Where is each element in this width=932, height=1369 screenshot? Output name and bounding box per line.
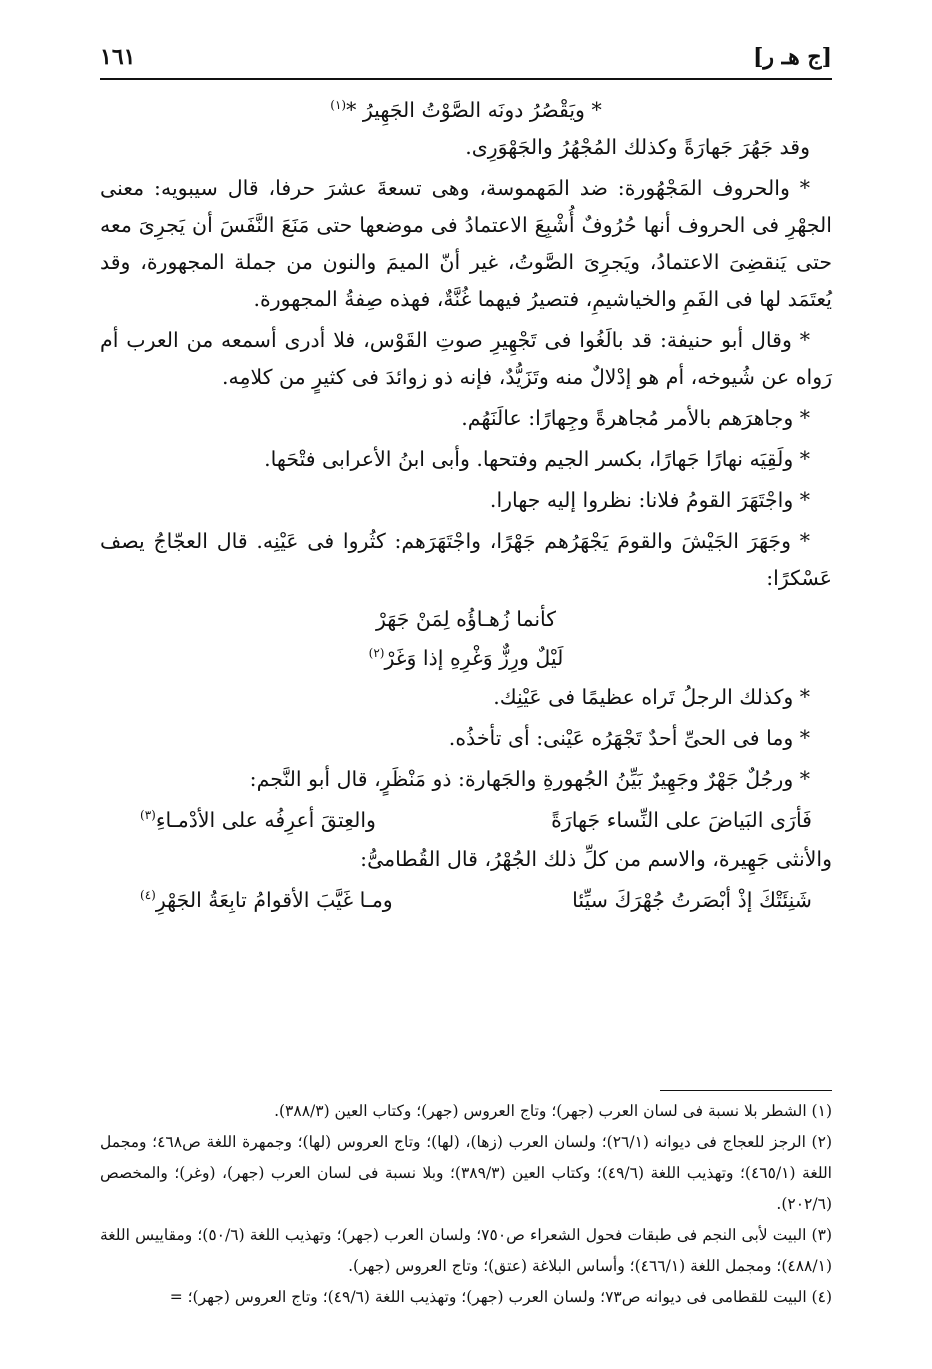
verse-second-hemistich-text: ومـا غَيَّبَ الأقوامُ تابِعَةُ الجَهْرِ: [155, 888, 393, 912]
footnote-ref-4: (٤): [140, 888, 156, 903]
footnotes: [100, 1096, 832, 1313]
verse-first-hemistich: فَأرَى البَياضَ على النِّساء جَهارَةً: [551, 808, 812, 832]
footnote-ref-3: (٣): [140, 808, 156, 823]
paragraph: * وجَهَرَ الجَيْشَ والقومَ يَجْهَرُهم جَهْرًا، واجْتَهَرَهم: كثُروا فى عَيْنِه. قال العجّاجُ يصف عَسْكرًا:: [100, 529, 832, 590]
header-root-word: [ج هـ ر]: [752, 44, 832, 70]
paragraph: * وقال أبو حنيفة: قد بالَغُوا فى تَجْهِيرِ صوتِ القَوْس، فلا أدرى أسمعه من العرب أم رَواه عن شُيوخه، أم هو إدْلالٌ منه وتَزَيُّدٌ، فإنه ذو زوائدَ فى كثيرٍ من كلامِه.: [100, 328, 832, 389]
paragraph: وقد جَهُرَ جَهارَةً وكذلك المُجْهُرُ والجَهْوَرِى.: [465, 135, 810, 159]
page-number: ١٦١: [100, 44, 136, 70]
footnote: (١) الشطر بلا نسبة فى لسان العرب (جهر)؛ وتاج العروس (جهر)؛ وكتاب العين (٣٨٨/٣).: [274, 1102, 832, 1120]
paragraph: * وجاهرَهم بالأمر مُجاهرةً وجِهارًا: عالَنَهُم.: [461, 406, 810, 430]
poem-verse: [140, 802, 812, 839]
rajaz-verse-text: لَيْلٌ ورِزٌّ وَغْرِهِ إذا وَغَرْ: [384, 646, 564, 670]
paragraph: والأنثى جَهِيرة، والاسم من كلِّ ذلك الجُهْرُ، قال القُطامىُّ:: [360, 847, 832, 871]
paragraph: * وكذلك الرجلُ تَراه عظيمًا فى عَيْنِك.: [493, 685, 810, 709]
verse-first-hemistich: شَنِئَتْكَ إذْ أبْصَرتُ جُهْرَكَ سيِّئا: [572, 888, 812, 912]
page-header: [100, 40, 832, 80]
rajaz-verse-line: [100, 640, 832, 677]
rajaz-verse-line: كأنما زُهـاؤُه لِمَنْ جَهَرْ: [375, 607, 557, 631]
header-rule: [100, 78, 832, 80]
verse-second-hemistich: [140, 882, 393, 919]
footnote-separator: [660, 1090, 832, 1091]
paragraph: * ورجُلٌ جَهْرٌ وجَهِيرٌ بَيِّنُ الجُهورةِ والجَهارة: ذو مَنْظَرٍ، قال أبو النَّجم:: [249, 767, 810, 791]
verse-second-hemistich-text: والعِتقَ أعرِفُه على الأدْمـاءِ: [155, 808, 376, 832]
paragraph: * ولَقِيَه نهارًا جَهارًا، بكسر الجيم وفتحها. وأبى ابنُ الأعرابى فتْحَها.: [264, 447, 810, 471]
opening-verse: [100, 92, 832, 129]
opening-verse-text: * ويَقْصُرُ دونَه الصَّوْتُ الجَهِيرُ *: [346, 98, 602, 122]
footnote: (٤) البيت للقطامى فى ديوانه ص٧٣؛ ولسان العرب (جهر)؛ وتهذيب اللغة (٤٩/٦)؛ وتاج العروس (جهر)؛ =: [169, 1288, 832, 1306]
poem-verse: [140, 882, 812, 919]
footnote: (٢) الرجز للعجاج فى ديوانه (٢٦/١)؛ ولسان العرب (زها)، (لها)؛ وتاج العروس (لها)؛ وجمهرة اللغة ص٤٦٨؛ ومجمل اللغة (٤٦٥/١)؛ وتهذيب اللغة (٤٩/٦)؛ وكتاب العين (٣٨٩/٣)؛ وبلا نسبة فى لسان العرب (جهر)، (وغر)؛ والمخصص (٢٠٢/٦).: [100, 1133, 832, 1213]
footnote: (٣) البيت لأبى النجم فى طبقات فحول الشعراء ص٧٥٠؛ ولسان العرب (جهر)؛ وتهذيب اللغة (٥٠/٦)؛ ومقاييس اللغة (٤٨٨/١)؛ ومجمل اللغة (٤٦٦/١)؛ وأساس البلاغة (عتق)؛ وتاج العروس (جهر).: [100, 1226, 832, 1275]
verse-second-hemistich: [140, 802, 376, 839]
main-text: [100, 92, 832, 921]
footnote-ref-1: (١): [330, 98, 347, 113]
footnote-ref-2: (٢): [368, 646, 385, 661]
paragraph: * وما فى الحىِّ أحدٌ تَجْهَرُه عَيْنى: أى تأخذُه.: [448, 726, 810, 750]
paragraph: * واجْتَهَرَ القومُ فلانا: نظروا إليه جهارا.: [489, 488, 810, 512]
paragraph: * والحروف المَجْهُورة: ضد المَهموسة، وهى تسعةَ عشرَ حرفا، قال سيبويه: معنى الجهْرِ فى الحروف أنها حُرُوفٌ أُشْبِعَ الاعتمادُ فى موضعها حتى مَنَعَ النَّفَسَ أن يَجرِىَ معه حتى يَنقضِىَ الاعتمادُ، ويَجرِىَ الصَّوتُ، غير أنّ الميمَ والنون من جملة المجهورة، وقد يُعتَمَد لها فى الفَمِ والخياشيمِ، فتصيرُ فيهما غُنَّةٌ، فهذه صِفةُ المجهورة.: [100, 176, 832, 311]
